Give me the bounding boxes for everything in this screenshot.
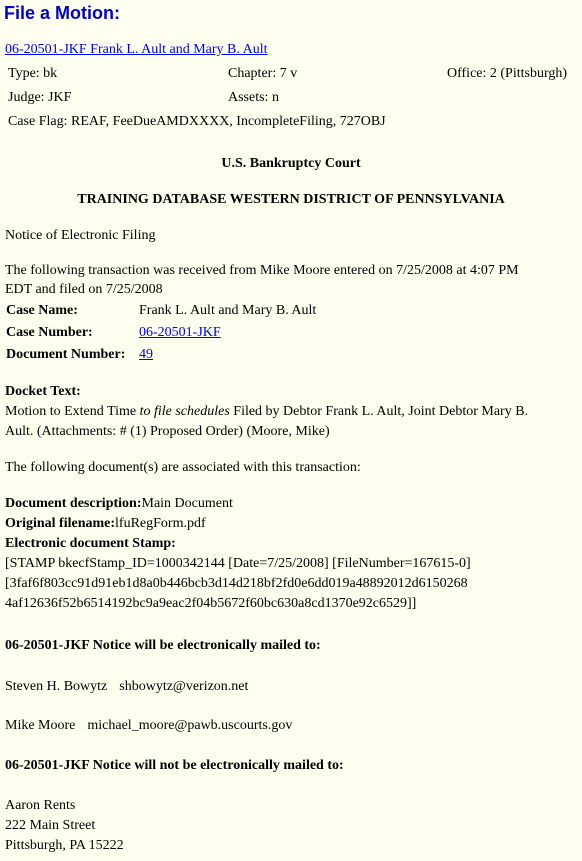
document-description-label: Document description: xyxy=(5,496,142,511)
docket-text-part-2: Filed by Debtor Frank L. Ault, Joint Debtor Mary B. xyxy=(229,404,529,419)
docket-text-part-1: Motion to Extend Time xyxy=(5,404,140,419)
recipient-name: Steven H. Bowytz xyxy=(5,679,108,694)
case-type: Type: bk xyxy=(8,66,58,81)
docket-text-italic: to file schedules xyxy=(139,404,230,419)
recipient-row xyxy=(5,678,248,696)
case-flag: Case Flag: REAF, FeeDueAMDXXXX, IncompleteFiling, 727OBJ xyxy=(8,114,386,129)
document-description-value: Main Document xyxy=(141,496,233,511)
case-chapter: Chapter: 7 v xyxy=(228,66,298,81)
case-assets: Assets: n xyxy=(228,90,279,105)
recipient-email: shbowytz@verizon.net xyxy=(119,679,249,694)
document-stamp-line-1: [STAMP bkecfStamp_ID=1000342144 [Date=7/25/2008] [FileNumber=167615-0] xyxy=(5,556,471,571)
case-name-value: Frank L. Ault and Mary B. Ault xyxy=(139,303,317,318)
address-line-1: Aaron Rents xyxy=(5,798,76,813)
address-line-2: 222 Main Street xyxy=(5,818,96,833)
recipient-email: michael_moore@pawb.uscourts.gov xyxy=(87,718,293,733)
mailed-heading: 06-20501-JKF Notice will be electronically mailed to: xyxy=(5,638,321,653)
court-name: U.S. Bankruptcy Court xyxy=(221,156,361,171)
docket-text-line-2: Ault. (Attachments: # (1) Proposed Order) (Moore, Mike) xyxy=(5,424,330,439)
recipient-row xyxy=(5,717,292,735)
case-name-label: Case Name: xyxy=(6,303,78,318)
original-filename xyxy=(5,515,206,533)
document-number-link[interactable]: 49 xyxy=(139,347,153,362)
address-line-3: Pittsburgh, PA 15222 xyxy=(5,838,124,853)
docket-text-line-1 xyxy=(5,403,528,421)
recipient-name: Mike Moore xyxy=(5,718,76,733)
case-office: Office: 2 (Pittsburgh) xyxy=(447,66,568,81)
notice-heading: Notice of Electronic Filing xyxy=(5,228,156,243)
case-link[interactable]: 06-20501-JKF Frank L. Ault and Mary B. Ault xyxy=(5,42,268,57)
document-stamp-line-2: [3faf6f803cc91d91eb1d8a0b446bcb3d14d218bf2fd0e6dd019a48892012d6150268 xyxy=(5,576,468,591)
document-number-label: Document Number: xyxy=(6,347,126,362)
original-filename-value: lfuRegForm.pdf xyxy=(115,516,206,531)
case-judge: Judge: JKF xyxy=(8,90,72,105)
case-number-label: Case Number: xyxy=(6,325,93,340)
transaction-line-1: The following transaction was received from Mike Moore entered on 7/25/2008 at 4:07 PM xyxy=(5,263,519,278)
document-stamp-label: Electronic document Stamp: xyxy=(5,536,176,551)
page-title: File a Motion: xyxy=(4,3,120,23)
docket-text-label: Docket Text: xyxy=(5,384,81,399)
document-description xyxy=(5,495,233,513)
court-district: TRAINING DATABASE WESTERN DISTRICT OF PENNSYLVANIA xyxy=(77,192,505,207)
original-filename-label: Original filename: xyxy=(5,516,116,531)
transaction-line-2: EDT and filed on 7/25/2008 xyxy=(5,282,163,297)
case-number-link[interactable]: 06-20501-JKF xyxy=(139,325,221,340)
document-stamp-line-3: 4af12636f52b6514192bc9a9eac2f04b5672f60bc630a8cd1370e92c6529]] xyxy=(5,596,417,611)
not-mailed-heading: 06-20501-JKF Notice will not be electronically mailed to: xyxy=(5,758,344,773)
documents-intro: The following document(s) are associated with this transaction: xyxy=(5,460,361,475)
